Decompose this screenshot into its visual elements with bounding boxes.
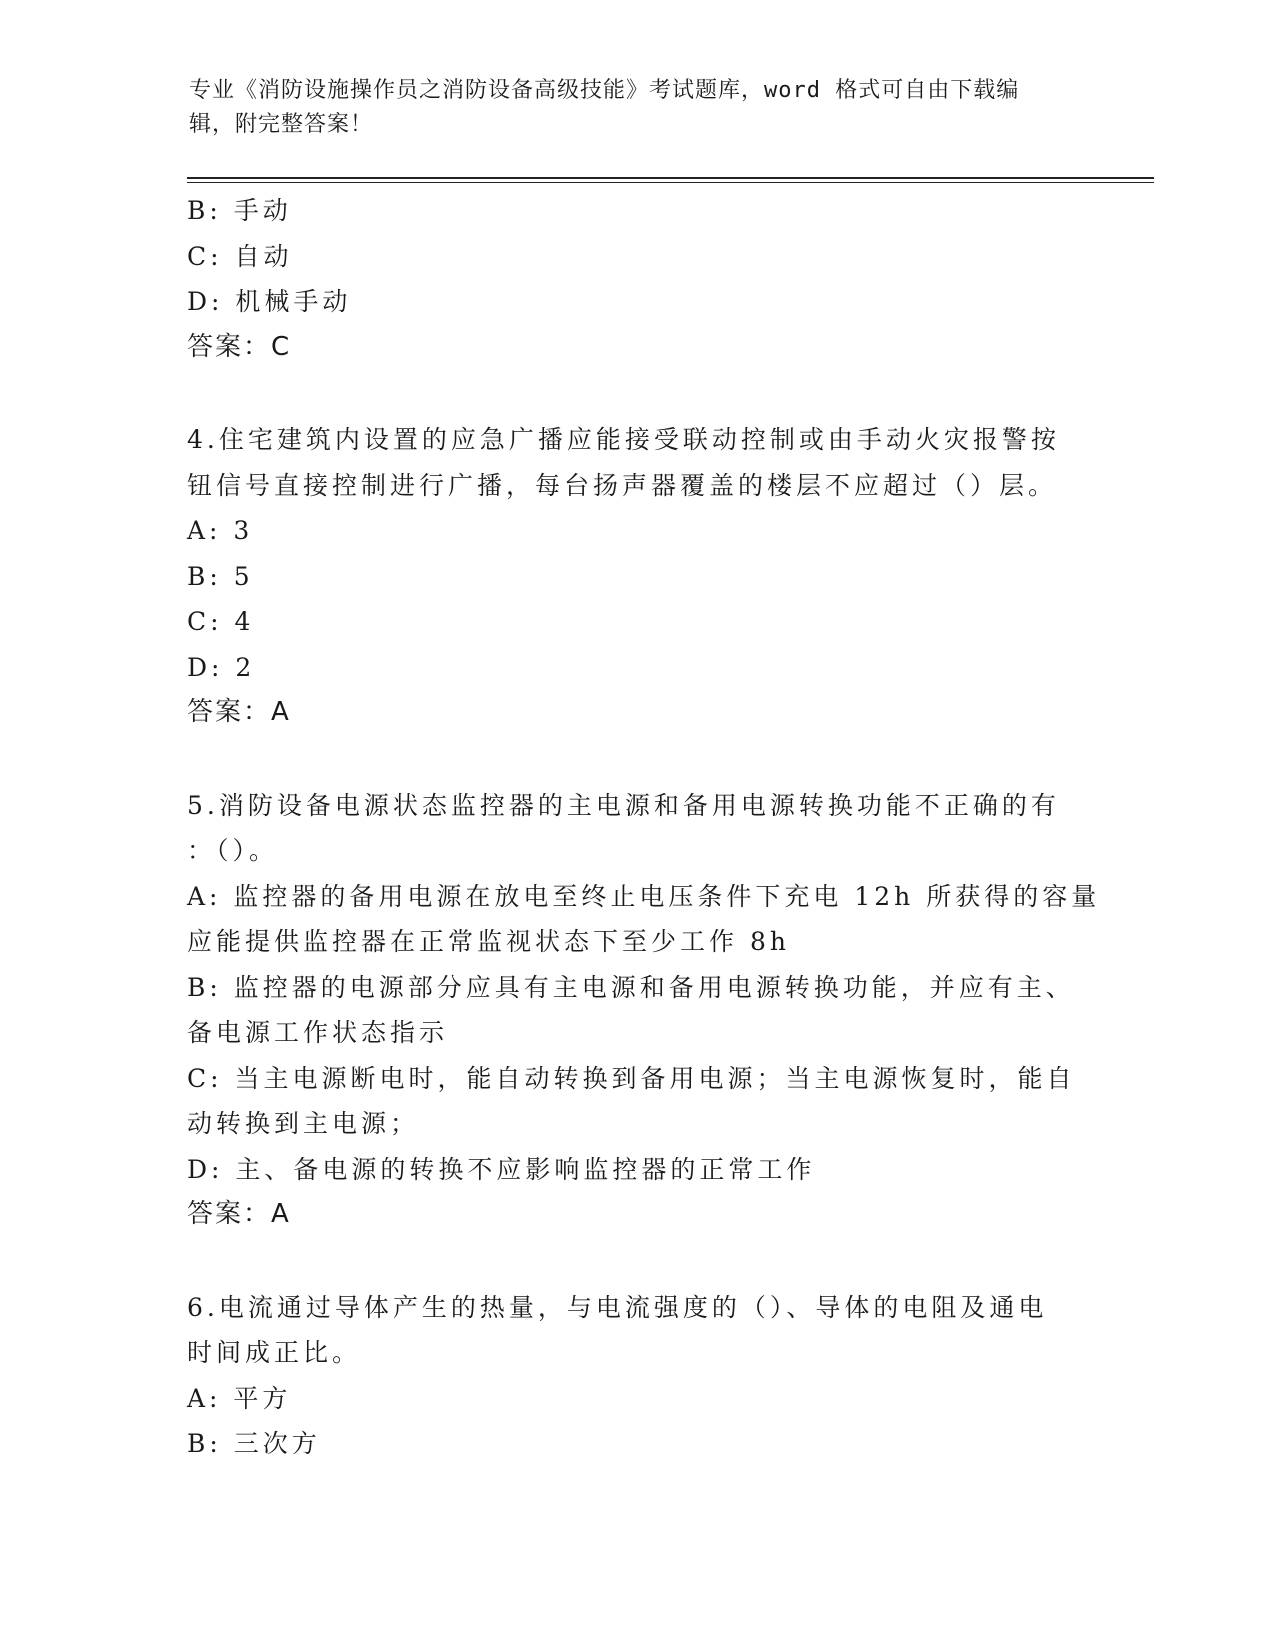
header-line-2: 辑，附完整答案！ [189,112,374,137]
option-d: D: 2 [187,652,256,682]
header-rule-thin [187,182,1154,183]
question-text-line: ：（）。 [187,836,279,865]
option-a: A: 3 [187,516,254,545]
answer: 答案：A [187,697,291,727]
header-line-1: 专业《消防设施操作员之消防设备高级技能》考试题库，word 格式可自由下载编 [189,78,1020,103]
option-b: B: 监控器的电源部分应具有主电源和备用电源转换功能，并应有主、 [187,972,1075,1002]
option-d: D: 主、备电源的转换不应影响监控器的正常工作 [187,1154,816,1184]
option-a-continued: 应能提供监控器在正常监视状态下至少工作 8h [187,927,790,956]
option-c: C: 自动 [187,241,293,271]
answer: 答案：A [187,1199,291,1229]
question-4 [187,417,1087,736]
question-6 [187,1285,1087,1467]
option-c: C: 当主电源断电时，能自动转换到备用电源；当主电源恢复时，能自 [187,1063,1076,1093]
option-b-continued: 备电源工作状态指示 [187,1018,449,1047]
question-text-line: 4.住宅建筑内设置的应急广播应能接受联动控制或由手动火灾报警按 [187,425,1060,454]
question-5 [187,783,1101,1238]
option-a: A: 平方 [187,1383,292,1413]
question-text-line: 5.消防设备电源状态监控器的主电源和备用电源转换功能不正确的有 [187,790,1060,820]
header-rule-thick [187,177,1154,179]
option-c-continued: 动转换到主电源； [187,1109,420,1138]
spacer [187,370,1087,417]
question-3-continued [187,188,1087,370]
option-b: B: 手动 [187,196,292,225]
spacer [187,1238,1087,1285]
question-text-line: 6.电流通过导体产生的热量，与电流强度的（）、导体的电阻及通电 [187,1292,1048,1322]
question-content [187,188,1101,1467]
question-text-line: 时间成正比。 [187,1338,362,1367]
answer: 答案：C [187,331,292,362]
question-text-line: 钮信号直接控制进行广播，每台扬声器覆盖的楼层不应超过（）层。 [187,470,1058,500]
option-b: B: 三次方 [187,1429,321,1458]
option-c: C: 4 [187,607,255,636]
option-a: A: 监控器的备用电源在放电至终止电压条件下充电 12h 所获得的容量 [187,881,1101,911]
page-header [189,74,1069,142]
spacer [187,736,1087,783]
option-b: B: 5 [187,561,254,591]
option-d: D: 机械手动 [187,287,352,316]
